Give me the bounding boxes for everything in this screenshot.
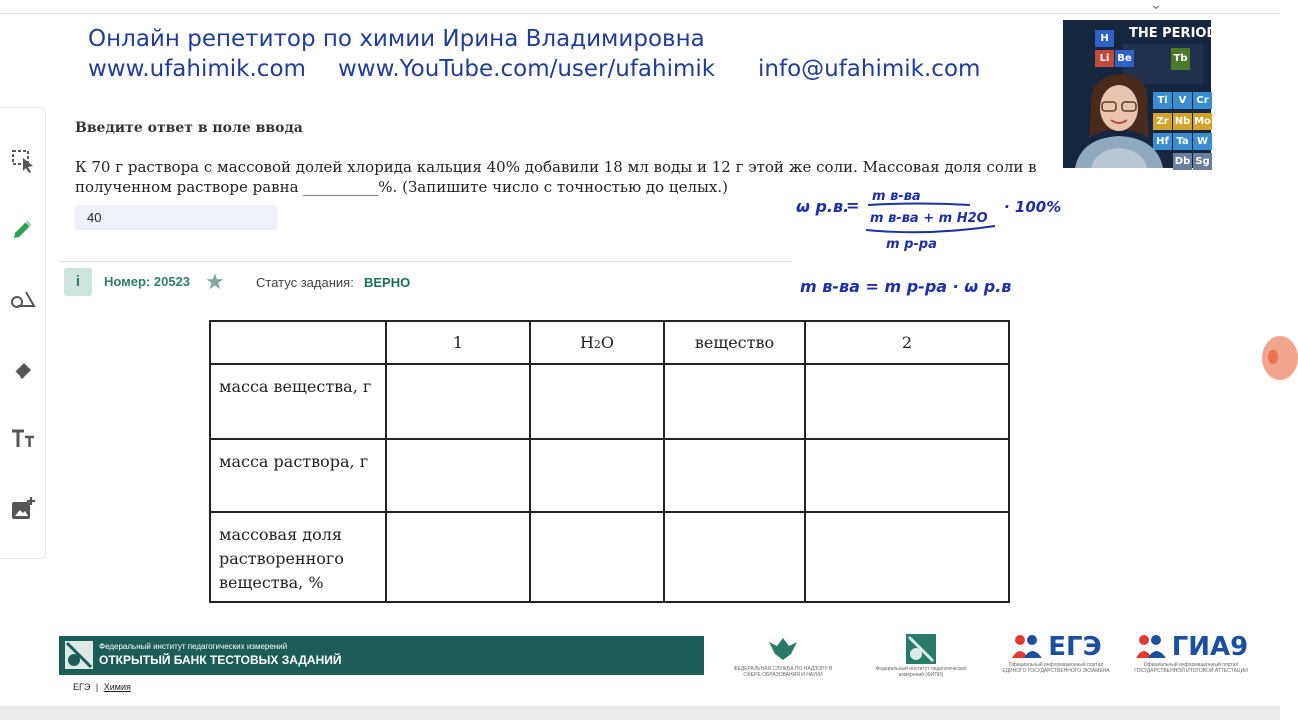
status-value: ВЕРНО xyxy=(364,275,411,290)
add-image-tool-icon[interactable] xyxy=(8,494,38,524)
table-row xyxy=(210,512,1009,602)
row-label-line: растворенного xyxy=(219,549,344,568)
element-cell: Tb xyxy=(1171,48,1190,70)
formula-denominator: m р-ра xyxy=(886,237,937,252)
row-label: масса раствора, г xyxy=(210,439,386,512)
element-cell: Db xyxy=(1173,153,1192,170)
element-cell: Li xyxy=(1095,50,1114,67)
email-link[interactable]: info@ufahimik.com xyxy=(758,56,981,82)
answer-input[interactable] xyxy=(75,205,277,230)
element-cell: Zr xyxy=(1153,113,1172,130)
table-row xyxy=(210,364,1009,439)
row-label: масса вещества, г xyxy=(210,364,386,439)
row-label-line: массовая доля xyxy=(219,525,343,544)
formula-inner-denominator: m в-ва + m H2O xyxy=(870,211,988,226)
fipi-footer-logo[interactable] xyxy=(866,634,976,678)
question-text-line: полученном растворе равна __________%. (Запишите число с точностью до целых.) xyxy=(75,178,728,196)
status-label: Статус задания: xyxy=(256,275,354,290)
divider xyxy=(60,261,792,262)
periodic-table-title: THE PERIODI xyxy=(1129,26,1223,41)
logo-caption: ФЕДЕРАЛЬНАЯ СЛУЖБА ПО НАДЗОРУ В СФЕРЕ ОБРАЗОВАНИЯ И НАУКИ xyxy=(733,666,833,678)
logo-caption: Официальный информационный портал ЕДИНОГО ГОСУДАРСТВЕННОГО ЭКЗАМЕНА xyxy=(1002,662,1110,674)
fipi-banner[interactable] xyxy=(59,636,704,675)
table-cell xyxy=(664,512,805,602)
element-cell: H xyxy=(1095,30,1114,47)
text-tool-icon[interactable] xyxy=(8,424,38,454)
table-cell xyxy=(805,439,1009,512)
element-cell: Cr xyxy=(1193,92,1212,109)
work-table xyxy=(209,320,1010,603)
formula-numerator: m в-ва xyxy=(872,189,921,204)
table-cell xyxy=(386,512,530,602)
formula-lhs: ω р.в. xyxy=(796,197,850,216)
logo-caption: Официальный информационный портал ГОСУДАРСТВЕННОЙ ИТОГОВОЙ АТТЕСТАЦИИ xyxy=(1134,662,1248,674)
header-cell: вещество xyxy=(664,321,805,364)
gia9-logo[interactable] xyxy=(1130,632,1252,674)
fipi-subtitle: Федеральный институт педагогических измерений xyxy=(99,642,288,651)
site-link[interactable]: www.ufahimik.com xyxy=(88,56,306,82)
people-icon xyxy=(1134,632,1168,662)
gia9-text: ГИА9 xyxy=(1171,632,1249,662)
question-text-line: К 70 г раствора с массовой долей хлорида кальция 40% добавили 18 мл воды и 12 г этой же соли. Массовая доля соли в xyxy=(75,158,1037,176)
table-cell xyxy=(530,512,664,602)
people-icon xyxy=(1010,632,1044,662)
element-cell: W xyxy=(1193,133,1212,150)
bottom-bar xyxy=(0,706,1280,720)
table-cell xyxy=(805,512,1009,602)
question-title: Введите ответ в поле ввода xyxy=(75,120,303,136)
fipi-title: ОТКРЫТЫЙ БАНК ТЕСТОВЫХ ЗАДАНИЙ xyxy=(99,653,342,667)
header-cell: 2 xyxy=(805,321,1009,364)
row-label-line: вещества, % xyxy=(219,573,324,592)
top-strip xyxy=(0,0,1280,14)
tutor-title: Онлайн репетитор по химии Ирина Владимировна xyxy=(88,26,705,52)
formula-mass: m в-ва = m р-ра · ω р.в xyxy=(800,277,1012,296)
breadcrumb-item[interactable]: Химия xyxy=(103,682,131,692)
table-cell xyxy=(664,439,805,512)
info-icon[interactable]: i xyxy=(64,268,92,296)
breadcrumb: ЕГЭ | Химия xyxy=(73,682,131,692)
element-cell: Nb xyxy=(1173,113,1192,130)
table-cell xyxy=(386,364,530,439)
webcam-overlay xyxy=(1063,20,1223,168)
element-cell: Ti xyxy=(1153,92,1172,109)
pen-tool-icon[interactable] xyxy=(8,214,38,244)
eraser-tool-icon[interactable] xyxy=(8,354,38,384)
header-cell: 1 xyxy=(386,321,530,364)
handwritten-formulas xyxy=(790,180,1070,310)
fipi-mark-icon xyxy=(906,634,936,664)
side-handle-dot xyxy=(1268,350,1278,364)
fipi-logo-icon xyxy=(65,641,93,669)
table-cell xyxy=(530,364,664,439)
drawing-toolbar xyxy=(0,107,46,559)
star-icon[interactable]: ★ xyxy=(205,269,225,294)
table-cell xyxy=(386,439,530,512)
element-cell: Hf xyxy=(1153,133,1172,150)
table-cell xyxy=(530,439,664,512)
element-cell: Be xyxy=(1115,50,1134,67)
logo-caption: Федеральный институт педагогических измерений (ФИПИ) xyxy=(875,666,967,678)
svg-text:=: = xyxy=(846,196,860,215)
table-row xyxy=(210,439,1009,512)
breadcrumb-item[interactable]: ЕГЭ xyxy=(73,682,91,692)
select-tool-icon[interactable] xyxy=(8,146,38,176)
element-cell: Mo xyxy=(1193,113,1212,130)
ege-logo[interactable] xyxy=(1000,632,1112,674)
chevron-down-icon[interactable]: ⌄ xyxy=(1150,0,1162,12)
tutor-avatar xyxy=(1071,68,1167,168)
formula-tail: · 100% xyxy=(1004,198,1062,216)
table-cell xyxy=(805,364,1009,439)
rosobrnadzor-logo[interactable] xyxy=(733,634,833,678)
row-label xyxy=(210,512,386,602)
element-cell: Sg xyxy=(1193,153,1212,170)
header-cell: H2O xyxy=(530,321,664,364)
element-cell: V xyxy=(1173,92,1192,109)
youtube-link[interactable]: www.YouTube.com/user/ufahimik xyxy=(338,56,716,82)
element-cell: Ta xyxy=(1173,133,1192,150)
table-header-row xyxy=(210,321,1009,364)
header-cell xyxy=(210,321,386,364)
eagle-icon xyxy=(763,634,803,664)
shapes-tool-icon[interactable] xyxy=(8,284,38,314)
ege-text: ЕГЭ xyxy=(1048,632,1102,662)
task-number: Номер: 20523 xyxy=(104,274,191,289)
table-cell xyxy=(664,364,805,439)
